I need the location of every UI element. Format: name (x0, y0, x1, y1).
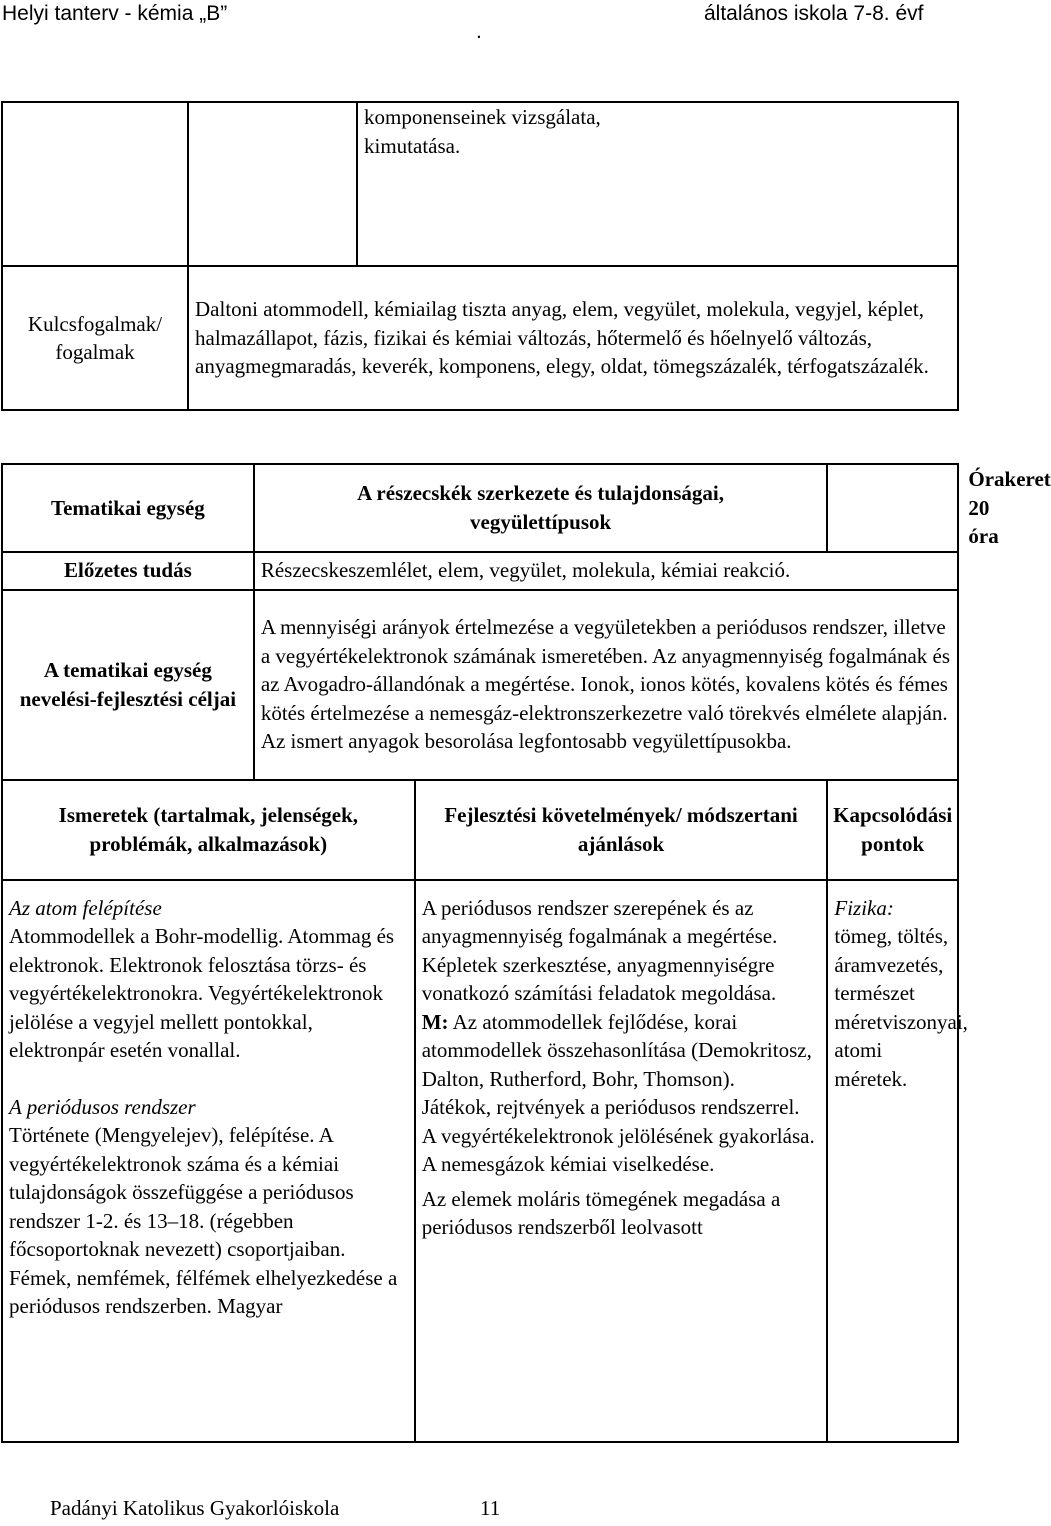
atom-structure-text: Atommodellek a Bohr-modellig. Atommag és elektronok. Elektronok felosztása törzs- és vegyértékelektronokra. Vegyértékelektronok jelölése a vegyjel mellett pontokkal, elektronpár esetén vonallal. (9, 924, 395, 1062)
header-right: általános iskola 7-8. évf (704, 2, 924, 25)
empty-cell (2, 102, 188, 266)
key-concepts-table (1, 101, 959, 411)
periodic-table-heading: A periódusos rendszer (9, 1094, 196, 1119)
content-header-cell (2, 780, 415, 880)
thematic-unit-table (1, 463, 1051, 1443)
requirements-cell (415, 880, 828, 1442)
goals-label-cell (2, 590, 254, 780)
footer-school: Padányi Katolikus Gyakorlóiskola (50, 1496, 340, 1520)
content-header: Ismeretek (tartalmak, jelenségek, problémák, alkalmazások) (58, 803, 359, 856)
requirements-text-1: A periódusos rendszer szerepének és az anyagmennyiség fogalmának a megértése. Képletek szerkesztése, anyagmennyiségre vonatkozó számítási feladatok megoldása. (421, 895, 778, 1005)
goals-label: A tematikai egység nevelési-fejlesztési céljai (19, 658, 237, 711)
requirements-text-4: A vegyértékelektronok jelölésének gyakorlása. A nemesgázok kémiai viselkedése. (421, 1123, 815, 1176)
atom-structure-heading: Az atom felépítése (9, 895, 162, 920)
requirements-text-2: Az atommodellek fejlődése, korai atommodellek összehasonlítása (Demokritosz, Dalton, Rutherford, Bohr, Thomson). (421, 1009, 812, 1091)
unit-label: Tematikai egység (51, 495, 205, 520)
prior-label: Előzetes tudás (64, 558, 192, 583)
key-concepts-label: Kulcsfogalmak/ fogalmak (27, 311, 163, 364)
requirements-header-cell (415, 780, 828, 880)
goals-text: A mennyiségi arányok értelmezése a vegyületekben a periódusos rendszer, illetve a vegyértékelektronok számának ismeretében. Az anyagmennyiség fogalmának és az Avogadro-állandónak a megértése. Ionok, ionos kötés, kovalens kötés és fémes kötés értelmezése a nemesgáz-elektronszerkezetre való törekvés elmélete alapján. Az ismert anyagok besorolása legfontosabb vegyülettípusokba. (260, 615, 951, 754)
empty-cell (188, 102, 357, 266)
header-left: Helyi tanterv - kémia „B” (2, 2, 228, 25)
key-concepts-text-cell (188, 266, 958, 410)
methodology-label: M: (421, 1009, 449, 1034)
connections-header: Kapcsolódási pontok (833, 803, 953, 856)
page-number: 11 (480, 1496, 501, 1520)
goals-text-cell (254, 590, 958, 780)
unit-title-cell (254, 464, 828, 552)
prior-text: Részecskeszemlélet, elem, vegyület, molekula, kémiai reakció. (260, 558, 791, 583)
connection-text: tömeg, töltés, áramvezetés, természet méretviszonyai, atomi méretek. (834, 924, 968, 1091)
connections-cell (827, 880, 968, 1442)
header-dot: . (476, 20, 482, 43)
periodic-table-text: Története (Mengyelejev), felépítése. A vegyértékelektronok száma és a kémiai tulajdonságok összefüggése a periódusos rendszer 1-2. és 13–18. (régebben főcsoportoknak nevezett) csoportjaiban. Fémek, nemfémek, félfémek elhelyezkedése a periódusos rendszerben. Magyar (9, 1123, 398, 1318)
continuation-cell (357, 102, 958, 266)
continuation-line: kimutatása. (364, 133, 461, 158)
requirements-text-5: Az elemek moláris tömegének megadása a periódusos rendszerből leolvasott (421, 1186, 781, 1239)
hours-cell: Órakeret 20 óra (827, 464, 958, 552)
key-concepts-text: Daltoni atommodell, kémiailag tiszta anyag, elem, vegyület, molekula, vegyjel, képlet, halmazállapot, fázis, fizikai és kémiai változás, hőtermelő és hőelnyelő változás, anyagmegmaradás, keverék, komponens, elegy, oldat, tömegszázalék, térfogatszázalék. (195, 297, 929, 379)
prior-text-cell (254, 552, 958, 590)
requirements-header: Fejlesztési követelmények/ módszertani ajánlások (444, 803, 798, 856)
unit-title: A részecskék szerkezete és tulajdonságai, vegyülettípusok (357, 481, 725, 534)
prior-label-cell (2, 552, 254, 590)
key-concepts-label-cell (2, 266, 188, 410)
requirements-text-3: Játékok, rejtvények a periódusos rendszerrel. (421, 1095, 800, 1119)
continuation-line: komponenseinek vizsgálata, (364, 105, 601, 129)
connection-subject: Fizika: (834, 895, 894, 920)
content-cell (2, 880, 415, 1442)
connections-header-cell (827, 780, 958, 880)
unit-label-cell (2, 464, 254, 552)
